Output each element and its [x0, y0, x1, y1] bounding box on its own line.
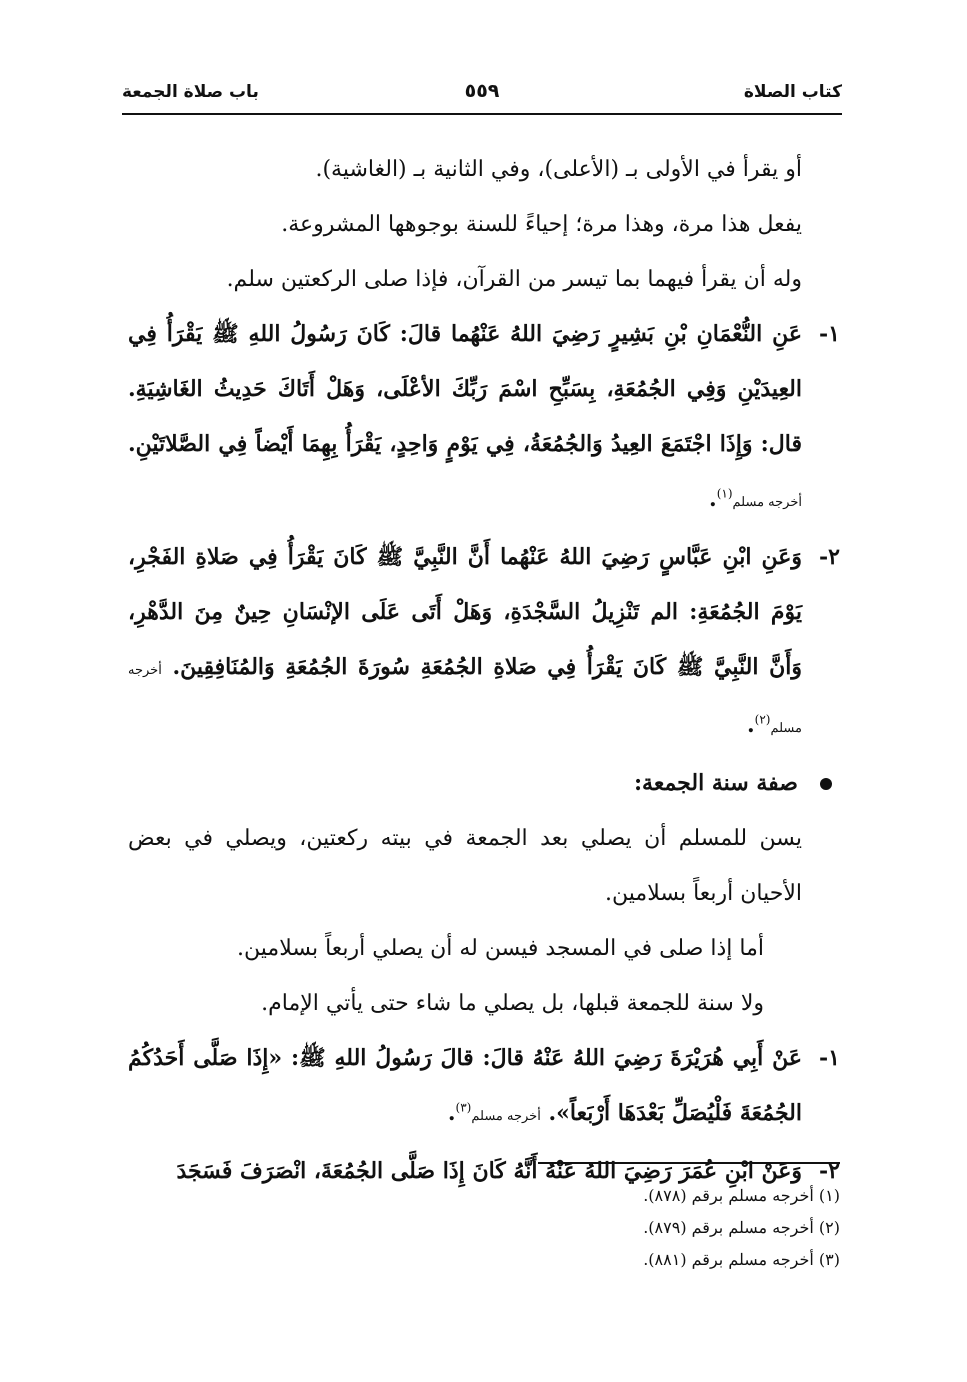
- hadith-number: ١-: [819, 1045, 840, 1071]
- footnote: (١) أخرجه مسلم برقم (٨٧٨).: [643, 1186, 840, 1205]
- page-body: [128, 142, 840, 1199]
- hadith-text: وَعَنِ ابْنِ عَبَّاسٍ رَضِيَ اللهُ عَنْهُما أَنَّ النَّبِيَّ ﷺ كَانَ يَقْرَأُ فِي صَلاةِ الفَجْرِ، يَوْمَ الجُمُعَةِ: الم تَنْزِيلُ السَّجْدَةِ، وَهَلْ أَتَى عَلَى الإنْسَانِ حِينٌ مِنَ الدَّهْرِ، وَأَنَّ النَّبِيَّ ﷺ كَانَ يَقْرَأُ فِي صَلاةِ الجُمُعَةِ سُورَةَ الجُمُعَةِ وَالمُنَافِقِينَ.: [128, 544, 802, 680]
- paragraph: أو يقرأ في الأولى بـ (الأعلى)، وفي الثانية بـ (الغاشية).: [315, 157, 802, 182]
- footnote-divider: [538, 1162, 840, 1164]
- footnote-ref[interactable]: (٣): [455, 1100, 472, 1115]
- hadith-text-block: عَنْ أَبِي هُرَيْرَةَ رَضِيَ اللهُ عَنْهُ قالَ: قالَ رَسُولُ اللهِ ﷺ: «إِذَا صَلَّى أَحَدُكُمُ الجُمُعَةَ فَلْيُصَلِّ بَعْدَهَا أَرْبَعاً». أخرجه مسلم$^{(٣)}$.: [128, 1045, 802, 1126]
- section-heading: [128, 756, 840, 811]
- bullet-icon: [820, 778, 832, 790]
- paragraph: وله أن يقرأ فيهما بما تيسر من القرآن، فإذا صلى الركعتين سلم.: [226, 267, 802, 292]
- footnote: (٢) أخرجه مسلم برقم (٨٧٩).: [643, 1218, 840, 1237]
- footnote: (٣) أخرجه مسلم برقم (٨٨١).: [643, 1250, 840, 1269]
- section-heading-text: صفة سنة الجمعة:: [633, 770, 798, 796]
- paragraph: أما إذا صلى في المسجد فيسن له أن يصلي أربعاً بسلامين.: [237, 936, 764, 961]
- hadith-source: أخرجه مسلم: [471, 1109, 541, 1124]
- footnote-ref[interactable]: (١): [716, 486, 733, 501]
- paragraph: يسن للمسلم أن يصلي بعد الجمعة في بيته ركعتين، ويصلي في بعض الأحيان أربعاً بسلامين.: [128, 826, 802, 906]
- chapter-title: باب صلاة الجمعة: [122, 82, 259, 102]
- hadith-text: عَنِ النُّعْمَانِ بْنِ بَشِيرٍ رَضِيَ اللهُ عَنْهُما قالَ: كَانَ رَسُولُ اللهِ ﷺ يَقْرَأُ فِي العِيدَيْنِ وَفِي الجُمُعَةِ، بِسَبِّحِ اسْمَ رَبِّكَ الأعْلَى، وَهَلْ أَتَاكَ حَدِيثُ الغَاشِيَةِ. قال: وَإِذَا اجْتَمَعَ العِيدُ وَالجُمُعَةُ، فِي يَوْمٍ وَاحِدٍ، يَقْرَأُ بِهِمَا أَيْضاً فِي الصَّلاتَيْنِ.: [128, 321, 802, 457]
- hadith-item: [128, 307, 840, 530]
- book-title: كتاب الصلاة: [743, 82, 842, 102]
- page-header: [122, 80, 842, 114]
- hadith-text: وَعَنْ ابْنِ عُمَرَ رَضِيَ اللهُ عَنْهُ أَنَّهُ كَانَ إِذَا صَلَّى الجُمُعَةَ، انْصَرَفَ فَسَجَدَ: [176, 1158, 802, 1184]
- footnotes: [128, 1180, 840, 1276]
- hadith-text-block: وَعَنِ ابْنِ عَبَّاسٍ رَضِيَ اللهُ عَنْهُما أَنَّ النَّبِيَّ ﷺ كَانَ يَقْرَأُ فِي صَلاةِ الفَجْرِ، يَوْمَ الجُمُعَةِ: الم تَنْزِيلُ السَّجْدَةِ، وَهَلْ أَتَى عَلَى الإنْسَانِ حِينٌ مِنَ الدَّهْرِ، وَأَنَّ النَّبِيَّ ﷺ كَانَ يَقْرَأُ فِي صَلاةِ الجُمُعَةِ سُورَةَ الجُمُعَةِ وَالمُنَافِقِينَ. أخرجه مسلم$^{(٢)}$.: [128, 544, 802, 738]
- hadith-item: [128, 1031, 840, 1144]
- hadith-text: عَنْ أَبِي هُرَيْرَةَ رَضِيَ اللهُ عَنْهُ قالَ: قالَ رَسُولُ اللهِ ﷺ: «إِذَا صَلَّى أَحَدُكُمُ الجُمُعَةَ فَلْيُصَلِّ بَعْدَهَا أَرْبَعاً».: [128, 1045, 802, 1126]
- hadith-source: أخرجه مسلم: [732, 495, 802, 510]
- page-number: ٥٥٩: [464, 80, 500, 102]
- hadith-number: ٢-: [819, 1158, 840, 1184]
- paragraph: ولا سنة للجمعة قبلها، بل يصلي ما شاء حتى يأتي الإمام.: [261, 991, 764, 1016]
- header-divider: [122, 113, 842, 115]
- footnote-ref[interactable]: (٢): [754, 712, 771, 727]
- paragraph: يفعل هذا مرة، وهذا مرة؛ إحياءً للسنة بوجوهها المشروعة.: [281, 212, 802, 237]
- hadith-number: ١-: [819, 321, 840, 347]
- hadith-number: ٢-: [819, 544, 840, 570]
- hadith-source: أخرجه مسلم: [128, 663, 802, 736]
- hadith-item: [128, 530, 840, 756]
- hadith-text-block: عَنِ النُّعْمَانِ بْنِ بَشِيرٍ رَضِيَ اللهُ عَنْهُما قالَ: كَانَ رَسُولُ اللهِ ﷺ يَقْرَأُ فِي العِيدَيْنِ وَفِي الجُمُعَةِ، بِسَبِّحِ اسْمَ رَبِّكَ الأعْلَى، وَهَلْ أَتَاكَ حَدِيثُ الغَاشِيَةِ. قال: وَإِذَا اجْتَمَعَ العِيدُ وَالجُمُعَةُ، فِي يَوْمٍ وَاحِدٍ، يَقْرَأُ بِهِمَا أَيْضاً فِي الصَّلاتَيْنِ. أخرجه مسلم$^{(١)}$.: [128, 321, 802, 512]
